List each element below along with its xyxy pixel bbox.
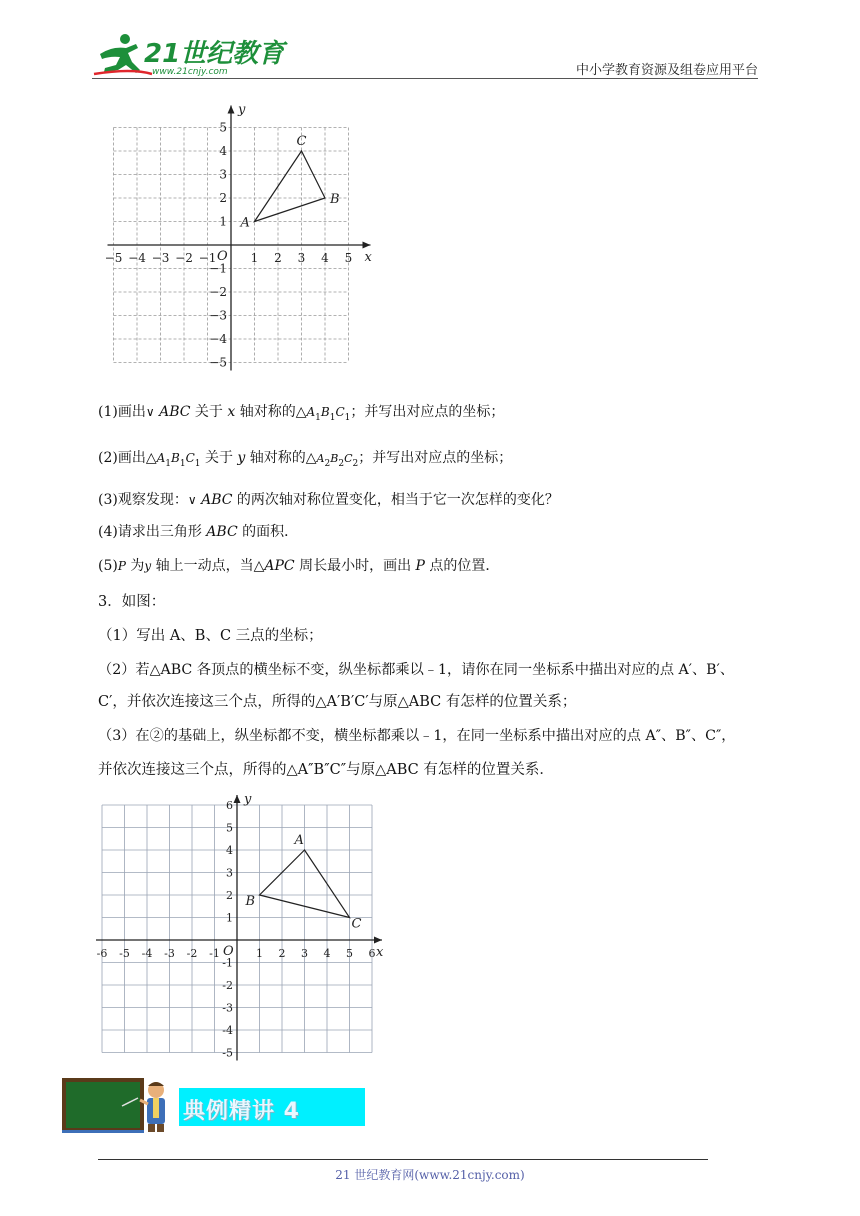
origin-label: O <box>223 944 234 959</box>
x-tick-label: -5 <box>119 947 130 960</box>
x-tick-label: 1 <box>256 947 263 960</box>
x-tick-label: 2 <box>278 947 286 960</box>
x-tick-label: 3 <box>297 251 306 265</box>
x-tick-label: 5 <box>344 251 353 265</box>
y-tick-label: -4 <box>222 1024 233 1037</box>
section-title: 典例精讲 4 <box>183 1099 300 1124</box>
vertex-label-a: A <box>240 215 250 231</box>
vertex-label-b: B <box>245 894 256 909</box>
x-axis-label: x <box>376 945 384 960</box>
logo-21cnjy <box>92 32 285 78</box>
x-tick-label: -2 <box>186 947 198 960</box>
teacher-blackboard-icon <box>62 1076 174 1134</box>
y-axis-arrow-icon <box>234 795 241 803</box>
vertex-label-c: C <box>296 134 307 149</box>
x-tick-label: −4 <box>128 251 146 265</box>
x-tick-label: -3 <box>164 947 175 960</box>
y-tick-label: -1 <box>222 956 233 970</box>
tick-labels <box>105 103 373 370</box>
x-tick-label: 6 <box>368 947 376 960</box>
x-axis-label: x <box>364 250 372 265</box>
vertex-label-b: B <box>330 192 340 207</box>
header-divider <box>92 78 758 79</box>
coordinate-figure-2 <box>96 788 392 1060</box>
x-axis-arrow-icon <box>363 242 371 249</box>
y-tick-label: 4 <box>219 144 227 158</box>
y-axis-label: y <box>238 102 246 118</box>
x-tick-label: 5 <box>346 947 353 960</box>
y-tick-label: 2 <box>219 191 227 205</box>
footer-text: 21 世纪教育网(www.21cnjy.com) <box>335 1168 525 1182</box>
y-tick-label: −1 <box>209 261 227 276</box>
x-tick-label: −2 <box>175 251 193 265</box>
y-tick-label: 6 <box>226 799 233 812</box>
question-2: (2)画出$\triangle A_1B_1C_1$ 关于 y 轴对称的$\triangle A_2B_2C_2$；并写出对应点的坐标； <box>98 450 513 469</box>
x-tick-label: 4 <box>323 947 331 960</box>
problem-3-item-1: （1）写出 A、B、C 三点的坐标； <box>98 628 323 644</box>
y-tick-label: 1 <box>219 214 227 229</box>
x-tick-label: -6 <box>96 947 108 960</box>
y-tick-label: 3 <box>219 167 227 182</box>
x-tick-label: 3 <box>301 947 308 960</box>
problem-3-item-3a: （3）在②的基础上，纵坐标都不变，横坐标都乘以﹣1，在同一坐标系中描出对应的点 A″、B″、C″， <box>98 728 736 744</box>
question-5: (5)P 为y 轴上一动点，当△APC 周长最小时，画出 P 点的位置． <box>98 558 500 574</box>
origin-label: O <box>217 249 228 264</box>
vertex-label-c: C <box>351 916 362 932</box>
y-axis-label: y <box>244 792 252 807</box>
triangle-abc <box>245 833 362 932</box>
section-banner <box>62 1076 322 1136</box>
x-tick-label: -1 <box>209 947 220 960</box>
y-tick-label: 1 <box>226 911 233 925</box>
y-tick-label: −4 <box>209 332 227 346</box>
logo-text: 21世纪教育 <box>144 39 285 69</box>
section-title-box <box>179 1088 365 1126</box>
y-tick-label: -3 <box>222 1001 233 1015</box>
x-axis-arrow-icon <box>374 937 382 944</box>
y-tick-label: 2 <box>226 889 233 902</box>
x-tick-label: 1 <box>250 251 259 265</box>
question-4: (4)请求出三角形 ABC 的面积． <box>98 524 299 540</box>
y-tick-label: 5 <box>226 821 233 835</box>
axes <box>96 795 382 1061</box>
y-tick-label: −2 <box>209 285 227 299</box>
y-tick-label: 3 <box>226 866 233 880</box>
y-tick-label: −5 <box>209 355 227 370</box>
y-tick-label: −3 <box>209 308 227 323</box>
axes <box>108 106 371 371</box>
y-tick-label: -2 <box>222 979 233 992</box>
x-tick-label: −1 <box>198 251 217 265</box>
x-tick-label: -4 <box>141 947 153 960</box>
y-tick-label: -5 <box>222 1046 233 1060</box>
x-tick-label: 2 <box>274 251 282 265</box>
problem-3-item-2a: （2）若△ABC 各顶点的横坐标不变，纵坐标都乘以﹣1，请你在同一坐标系中描出对应的点 A′、B′、 <box>98 662 735 678</box>
problem-3-item-2b: C′，并依次连接这三个点，所得的△A′B′C′与原△ABC 有怎样的位置关系； <box>98 694 577 710</box>
vertex-label-a: A <box>294 833 304 848</box>
question-3: (3)观察发现：∨ ABC 的两次轴对称位置变化，相当于它一次怎样的变化？ <box>98 492 559 508</box>
x-tick-label: −3 <box>151 251 170 265</box>
y-tick-label: 5 <box>219 120 227 135</box>
coordinate-figure-1 <box>96 102 386 380</box>
y-tick-label: 4 <box>226 844 233 857</box>
x-tick-label: −5 <box>104 251 123 265</box>
logo-url: www.21cnjy.com <box>152 67 228 77</box>
problem-3-title: 3．如图： <box>98 594 166 610</box>
page-header <box>92 32 758 82</box>
footer-divider <box>98 1159 708 1160</box>
triangle-edges <box>255 151 326 222</box>
x-tick-label: 4 <box>321 251 329 265</box>
question-1: (1)画出∨ ABC 关于 x 轴对称的$\triangle A_1B_1C_1$；并写出对应点的坐标； <box>98 404 505 423</box>
y-axis-arrow-icon <box>228 106 235 114</box>
tick-labels <box>97 792 384 1060</box>
header-platform-text: 中小学教育资源及组卷应用平台 <box>575 63 758 78</box>
problem-3-item-3b: 并依次连接这三个点，所得的△A″B″C″与原△ABC 有怎样的位置关系． <box>98 762 554 778</box>
